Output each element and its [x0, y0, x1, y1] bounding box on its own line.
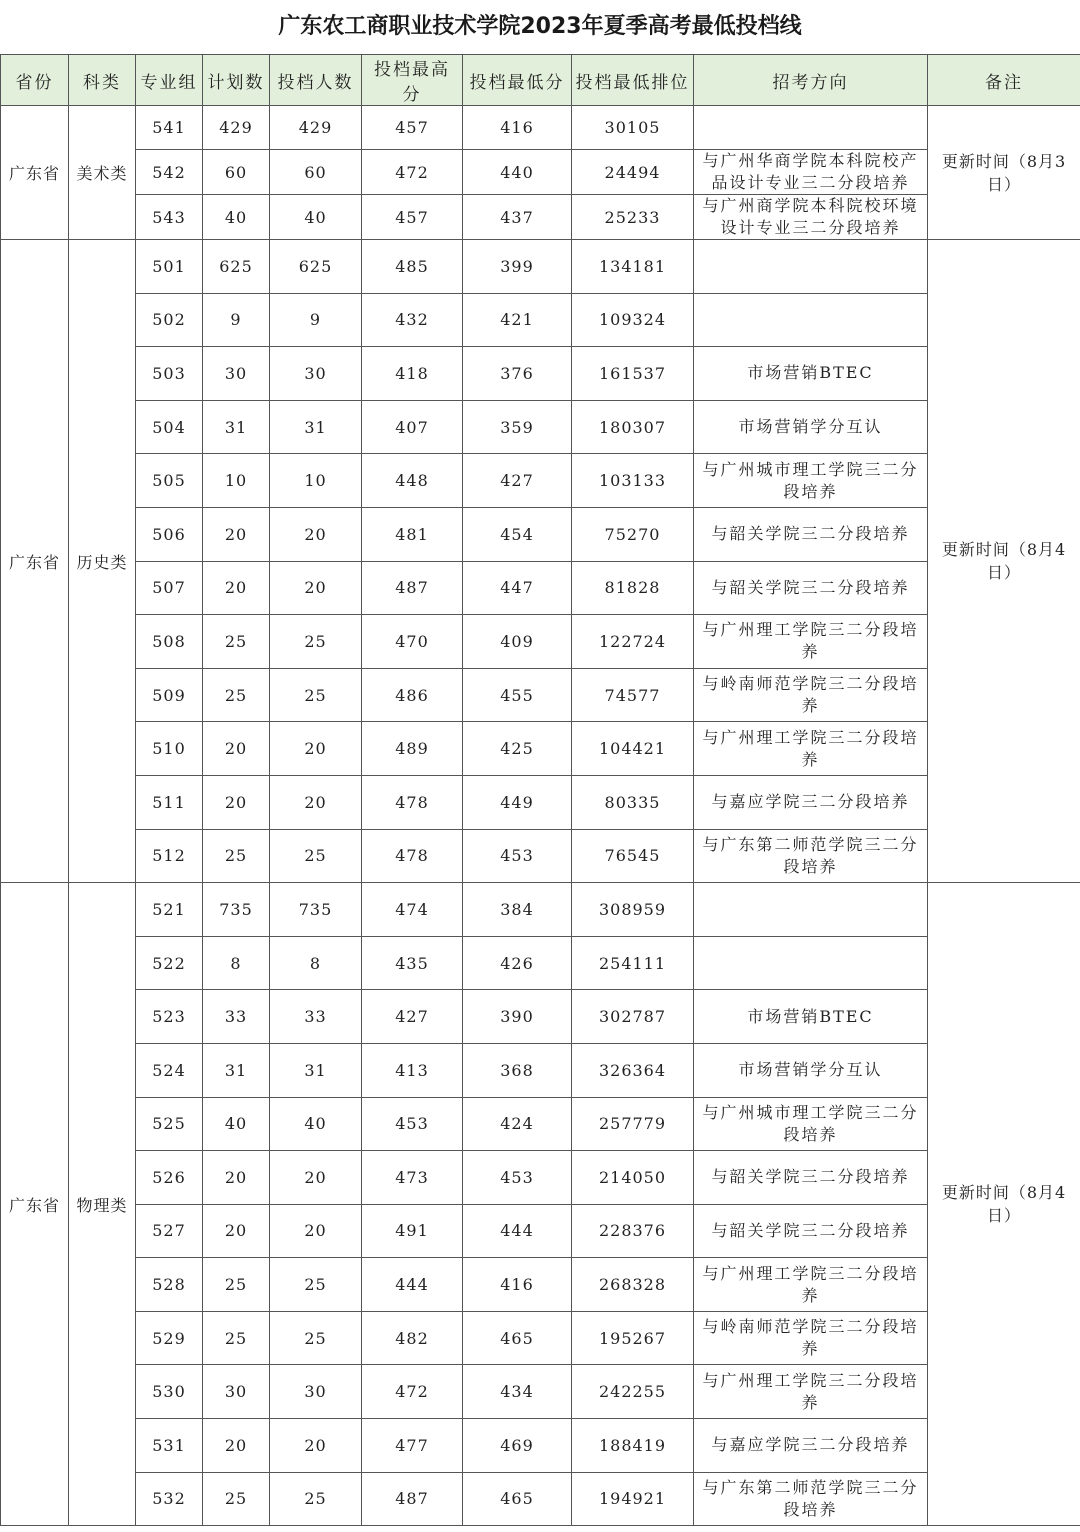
min-score-cell: 465	[463, 1311, 572, 1365]
direction-cell: 市场营销学分互认	[694, 1043, 928, 1097]
plan-count-cell: 20	[203, 1204, 270, 1258]
note-cell: 更新时间（8月4日）	[928, 240, 1080, 883]
plan-count-cell: 31	[203, 1043, 270, 1097]
major-group-cell: 528	[136, 1258, 203, 1312]
max-score-cell: 473	[362, 1151, 463, 1205]
table-row	[1, 1151, 1080, 1205]
admitted-count-cell: 30	[270, 1365, 362, 1419]
min-rank-cell: 161537	[572, 347, 694, 401]
min-score-cell: 454	[463, 507, 572, 561]
direction-cell: 与岭南师范学院三二分段培养	[694, 1311, 928, 1365]
min-score-cell: 416	[463, 1258, 572, 1312]
min-rank-cell: 326364	[572, 1043, 694, 1097]
min-rank-cell: 257779	[572, 1097, 694, 1151]
admitted-count-cell: 20	[270, 722, 362, 776]
table-row	[1, 1365, 1080, 1419]
max-score-cell: 482	[362, 1311, 463, 1365]
max-score-cell: 487	[362, 561, 463, 615]
min-score-cell: 426	[463, 936, 572, 990]
min-rank-cell: 76545	[572, 829, 694, 883]
table-row	[1, 293, 1080, 347]
table-row	[1, 1258, 1080, 1312]
table-row	[1, 195, 1080, 240]
min-rank-cell: 25233	[572, 195, 694, 240]
major-group-cell: 542	[136, 150, 203, 195]
min-score-cell: 440	[463, 150, 572, 195]
direction-cell: 与广州理工学院三二分段培养	[694, 1365, 928, 1419]
admission-score-table	[0, 54, 1080, 1526]
major-group-cell: 529	[136, 1311, 203, 1365]
table-row	[1, 1311, 1080, 1365]
min-score-cell: 409	[463, 615, 572, 669]
max-score-cell: 413	[362, 1043, 463, 1097]
plan-count-cell: 40	[203, 1097, 270, 1151]
min-rank-cell: 134181	[572, 240, 694, 294]
min-rank-cell: 80335	[572, 775, 694, 829]
header-min-score: 投档最低分	[463, 55, 572, 106]
table-row	[1, 1472, 1080, 1526]
major-group-cell: 524	[136, 1043, 203, 1097]
direction-cell	[694, 883, 928, 937]
min-score-cell: 390	[463, 990, 572, 1044]
major-group-cell: 511	[136, 775, 203, 829]
note-cell: 更新时间（8月4日）	[928, 883, 1080, 1526]
min-rank-cell: 242255	[572, 1365, 694, 1419]
plan-count-cell: 25	[203, 1472, 270, 1526]
table-row	[1, 1419, 1080, 1473]
major-group-cell: 512	[136, 829, 203, 883]
min-rank-cell: 75270	[572, 507, 694, 561]
max-score-cell: 486	[362, 668, 463, 722]
admitted-count-cell: 9	[270, 293, 362, 347]
direction-cell: 与广州华商学院本科院校产品设计专业三二分段培养	[694, 150, 928, 195]
plan-count-cell: 25	[203, 1258, 270, 1312]
min-rank-cell: 24494	[572, 150, 694, 195]
min-score-cell: 421	[463, 293, 572, 347]
direction-cell: 与嘉应学院三二分段培养	[694, 775, 928, 829]
min-rank-cell: 30105	[572, 106, 694, 150]
admitted-count-cell: 20	[270, 1419, 362, 1473]
major-group-cell: 526	[136, 1151, 203, 1205]
min-score-cell: 469	[463, 1419, 572, 1473]
plan-count-cell: 25	[203, 615, 270, 669]
major-group-cell: 527	[136, 1204, 203, 1258]
min-rank-cell: 194921	[572, 1472, 694, 1526]
plan-count-cell: 40	[203, 195, 270, 240]
min-score-cell: 416	[463, 106, 572, 150]
min-rank-cell: 195267	[572, 1311, 694, 1365]
major-group-cell: 522	[136, 936, 203, 990]
admitted-count-cell: 25	[270, 1258, 362, 1312]
major-group-cell: 530	[136, 1365, 203, 1419]
min-rank-cell: 104421	[572, 722, 694, 776]
min-rank-cell: 74577	[572, 668, 694, 722]
major-group-cell: 510	[136, 722, 203, 776]
min-rank-cell: 228376	[572, 1204, 694, 1258]
direction-cell: 市场营销BTEC	[694, 347, 928, 401]
direction-cell: 与韶关学院三二分段培养	[694, 507, 928, 561]
table-row	[1, 561, 1080, 615]
max-score-cell: 453	[362, 1097, 463, 1151]
min-rank-cell: 268328	[572, 1258, 694, 1312]
min-score-cell: 424	[463, 1097, 572, 1151]
admitted-count-cell: 40	[270, 195, 362, 240]
admitted-count-cell: 60	[270, 150, 362, 195]
direction-cell: 与广东第二师范学院三二分段培养	[694, 1472, 928, 1526]
table-row	[1, 668, 1080, 722]
direction-cell: 与广东第二师范学院三二分段培养	[694, 829, 928, 883]
plan-count-cell: 20	[203, 722, 270, 776]
direction-cell: 与韶关学院三二分段培养	[694, 1151, 928, 1205]
table-row	[1, 990, 1080, 1044]
admitted-count-cell: 25	[270, 1472, 362, 1526]
direction-cell	[694, 106, 928, 150]
max-score-cell: 478	[362, 829, 463, 883]
max-score-cell: 432	[362, 293, 463, 347]
header-major-group: 专业组	[136, 55, 203, 106]
min-rank-cell: 122724	[572, 615, 694, 669]
max-score-cell: 472	[362, 150, 463, 195]
max-score-cell: 427	[362, 990, 463, 1044]
province-cell: 广东省	[1, 240, 69, 883]
min-rank-cell: 254111	[572, 936, 694, 990]
min-score-cell: 437	[463, 195, 572, 240]
table-body	[1, 106, 1080, 1526]
plan-count-cell: 20	[203, 561, 270, 615]
header-note: 备注	[928, 55, 1080, 106]
plan-count-cell: 9	[203, 293, 270, 347]
plan-count-cell: 20	[203, 775, 270, 829]
major-group-cell: 525	[136, 1097, 203, 1151]
category-cell: 历史类	[69, 240, 136, 883]
max-score-cell: 485	[362, 240, 463, 294]
min-score-cell: 434	[463, 1365, 572, 1419]
admitted-count-cell: 10	[270, 454, 362, 508]
major-group-cell: 509	[136, 668, 203, 722]
plan-count-cell: 30	[203, 347, 270, 401]
min-rank-cell: 103133	[572, 454, 694, 508]
plan-count-cell: 25	[203, 668, 270, 722]
admitted-count-cell: 20	[270, 507, 362, 561]
plan-count-cell: 10	[203, 454, 270, 508]
max-score-cell: 478	[362, 775, 463, 829]
major-group-cell: 505	[136, 454, 203, 508]
max-score-cell: 491	[362, 1204, 463, 1258]
page-title: 广东农工商职业技术学院2023年夏季高考最低投档线	[278, 14, 802, 39]
major-group-cell: 532	[136, 1472, 203, 1526]
table-row	[1, 615, 1080, 669]
max-score-cell: 489	[362, 722, 463, 776]
plan-count-cell: 8	[203, 936, 270, 990]
major-group-cell: 507	[136, 561, 203, 615]
note-cell: 更新时间（8月3日）	[928, 106, 1080, 240]
min-score-cell: 449	[463, 775, 572, 829]
admitted-count-cell: 8	[270, 936, 362, 990]
table-row	[1, 347, 1080, 401]
table-row	[1, 150, 1080, 195]
table-row	[1, 829, 1080, 883]
header-admitted-count: 投档人数	[270, 55, 362, 106]
min-score-cell: 453	[463, 829, 572, 883]
min-score-cell: 425	[463, 722, 572, 776]
table-row	[1, 240, 1080, 294]
category-cell: 物理类	[69, 883, 136, 1526]
max-score-cell: 435	[362, 936, 463, 990]
direction-cell: 与嘉应学院三二分段培养	[694, 1419, 928, 1473]
min-rank-cell: 81828	[572, 561, 694, 615]
min-score-cell: 384	[463, 883, 572, 937]
max-score-cell: 448	[362, 454, 463, 508]
major-group-cell: 504	[136, 400, 203, 454]
major-group-cell: 508	[136, 615, 203, 669]
direction-cell: 与岭南师范学院三二分段培养	[694, 668, 928, 722]
admitted-count-cell: 735	[270, 883, 362, 937]
plan-count-cell: 30	[203, 1365, 270, 1419]
min-rank-cell: 109324	[572, 293, 694, 347]
table-row	[1, 454, 1080, 508]
min-rank-cell: 180307	[572, 400, 694, 454]
header-province: 省份	[1, 55, 69, 106]
max-score-cell: 474	[362, 883, 463, 937]
category-cell: 美术类	[69, 106, 136, 240]
table-row	[1, 507, 1080, 561]
major-group-cell: 531	[136, 1419, 203, 1473]
max-score-cell: 418	[362, 347, 463, 401]
admitted-count-cell: 30	[270, 347, 362, 401]
major-group-cell: 541	[136, 106, 203, 150]
major-group-cell: 506	[136, 507, 203, 561]
plan-count-cell: 735	[203, 883, 270, 937]
min-score-cell: 368	[463, 1043, 572, 1097]
table-row	[1, 775, 1080, 829]
major-group-cell: 503	[136, 347, 203, 401]
header-min-rank: 投档最低排位	[572, 55, 694, 106]
plan-count-cell: 625	[203, 240, 270, 294]
min-rank-cell: 188419	[572, 1419, 694, 1473]
province-cell: 广东省	[1, 883, 69, 1526]
table-row	[1, 1043, 1080, 1097]
header-category: 科类	[69, 55, 136, 106]
header-plan-count: 计划数	[203, 55, 270, 106]
admitted-count-cell: 20	[270, 561, 362, 615]
header-direction: 招考方向	[694, 55, 928, 106]
direction-cell: 与韶关学院三二分段培养	[694, 1204, 928, 1258]
plan-count-cell: 31	[203, 400, 270, 454]
direction-cell: 与广州理工学院三二分段培养	[694, 1258, 928, 1312]
max-score-cell: 444	[362, 1258, 463, 1312]
admitted-count-cell: 25	[270, 668, 362, 722]
major-group-cell: 543	[136, 195, 203, 240]
max-score-cell: 457	[362, 195, 463, 240]
min-score-cell: 376	[463, 347, 572, 401]
admitted-count-cell: 20	[270, 775, 362, 829]
min-score-cell: 465	[463, 1472, 572, 1526]
admitted-count-cell: 25	[270, 829, 362, 883]
table-row	[1, 722, 1080, 776]
min-rank-cell: 308959	[572, 883, 694, 937]
min-score-cell: 427	[463, 454, 572, 508]
direction-cell	[694, 936, 928, 990]
max-score-cell: 470	[362, 615, 463, 669]
table-row	[1, 1097, 1080, 1151]
direction-cell	[694, 240, 928, 294]
direction-cell: 与广州理工学院三二分段培养	[694, 722, 928, 776]
table-row	[1, 106, 1080, 150]
table-row	[1, 400, 1080, 454]
direction-cell: 与广州城市理工学院三二分段培养	[694, 454, 928, 508]
major-group-cell: 502	[136, 293, 203, 347]
admitted-count-cell: 31	[270, 1043, 362, 1097]
plan-count-cell: 33	[203, 990, 270, 1044]
min-rank-cell: 214050	[572, 1151, 694, 1205]
min-score-cell: 447	[463, 561, 572, 615]
direction-cell: 市场营销学分互认	[694, 400, 928, 454]
plan-count-cell: 25	[203, 829, 270, 883]
direction-cell: 与韶关学院三二分段培养	[694, 561, 928, 615]
max-score-cell: 477	[362, 1419, 463, 1473]
direction-cell: 与广州理工学院三二分段培养	[694, 615, 928, 669]
admitted-count-cell: 20	[270, 1204, 362, 1258]
direction-cell: 市场营销BTEC	[694, 990, 928, 1044]
plan-count-cell: 20	[203, 1419, 270, 1473]
admitted-count-cell: 429	[270, 106, 362, 150]
max-score-cell: 457	[362, 106, 463, 150]
admitted-count-cell: 25	[270, 1311, 362, 1365]
header-row	[1, 55, 1080, 106]
major-group-cell: 523	[136, 990, 203, 1044]
province-cell: 广东省	[1, 106, 69, 240]
admitted-count-cell: 20	[270, 1151, 362, 1205]
admitted-count-cell: 31	[270, 400, 362, 454]
min-score-cell: 359	[463, 400, 572, 454]
major-group-cell: 521	[136, 883, 203, 937]
table-row	[1, 1204, 1080, 1258]
plan-count-cell: 60	[203, 150, 270, 195]
direction-cell: 与广州商学院本科院校环境设计专业三二分段培养	[694, 195, 928, 240]
direction-cell: 与广州城市理工学院三二分段培养	[694, 1097, 928, 1151]
min-score-cell: 453	[463, 1151, 572, 1205]
admitted-count-cell: 25	[270, 615, 362, 669]
max-score-cell: 481	[362, 507, 463, 561]
plan-count-cell: 429	[203, 106, 270, 150]
plan-count-cell: 20	[203, 507, 270, 561]
plan-count-cell: 25	[203, 1311, 270, 1365]
admitted-count-cell: 40	[270, 1097, 362, 1151]
min-score-cell: 444	[463, 1204, 572, 1258]
header-max-score: 投档最高分	[362, 55, 463, 106]
admitted-count-cell: 33	[270, 990, 362, 1044]
table-row	[1, 936, 1080, 990]
min-score-cell: 455	[463, 668, 572, 722]
min-score-cell: 399	[463, 240, 572, 294]
admitted-count-cell: 625	[270, 240, 362, 294]
max-score-cell: 407	[362, 400, 463, 454]
major-group-cell: 501	[136, 240, 203, 294]
max-score-cell: 472	[362, 1365, 463, 1419]
min-rank-cell: 302787	[572, 990, 694, 1044]
max-score-cell: 487	[362, 1472, 463, 1526]
plan-count-cell: 20	[203, 1151, 270, 1205]
direction-cell	[694, 293, 928, 347]
table-row	[1, 883, 1080, 937]
